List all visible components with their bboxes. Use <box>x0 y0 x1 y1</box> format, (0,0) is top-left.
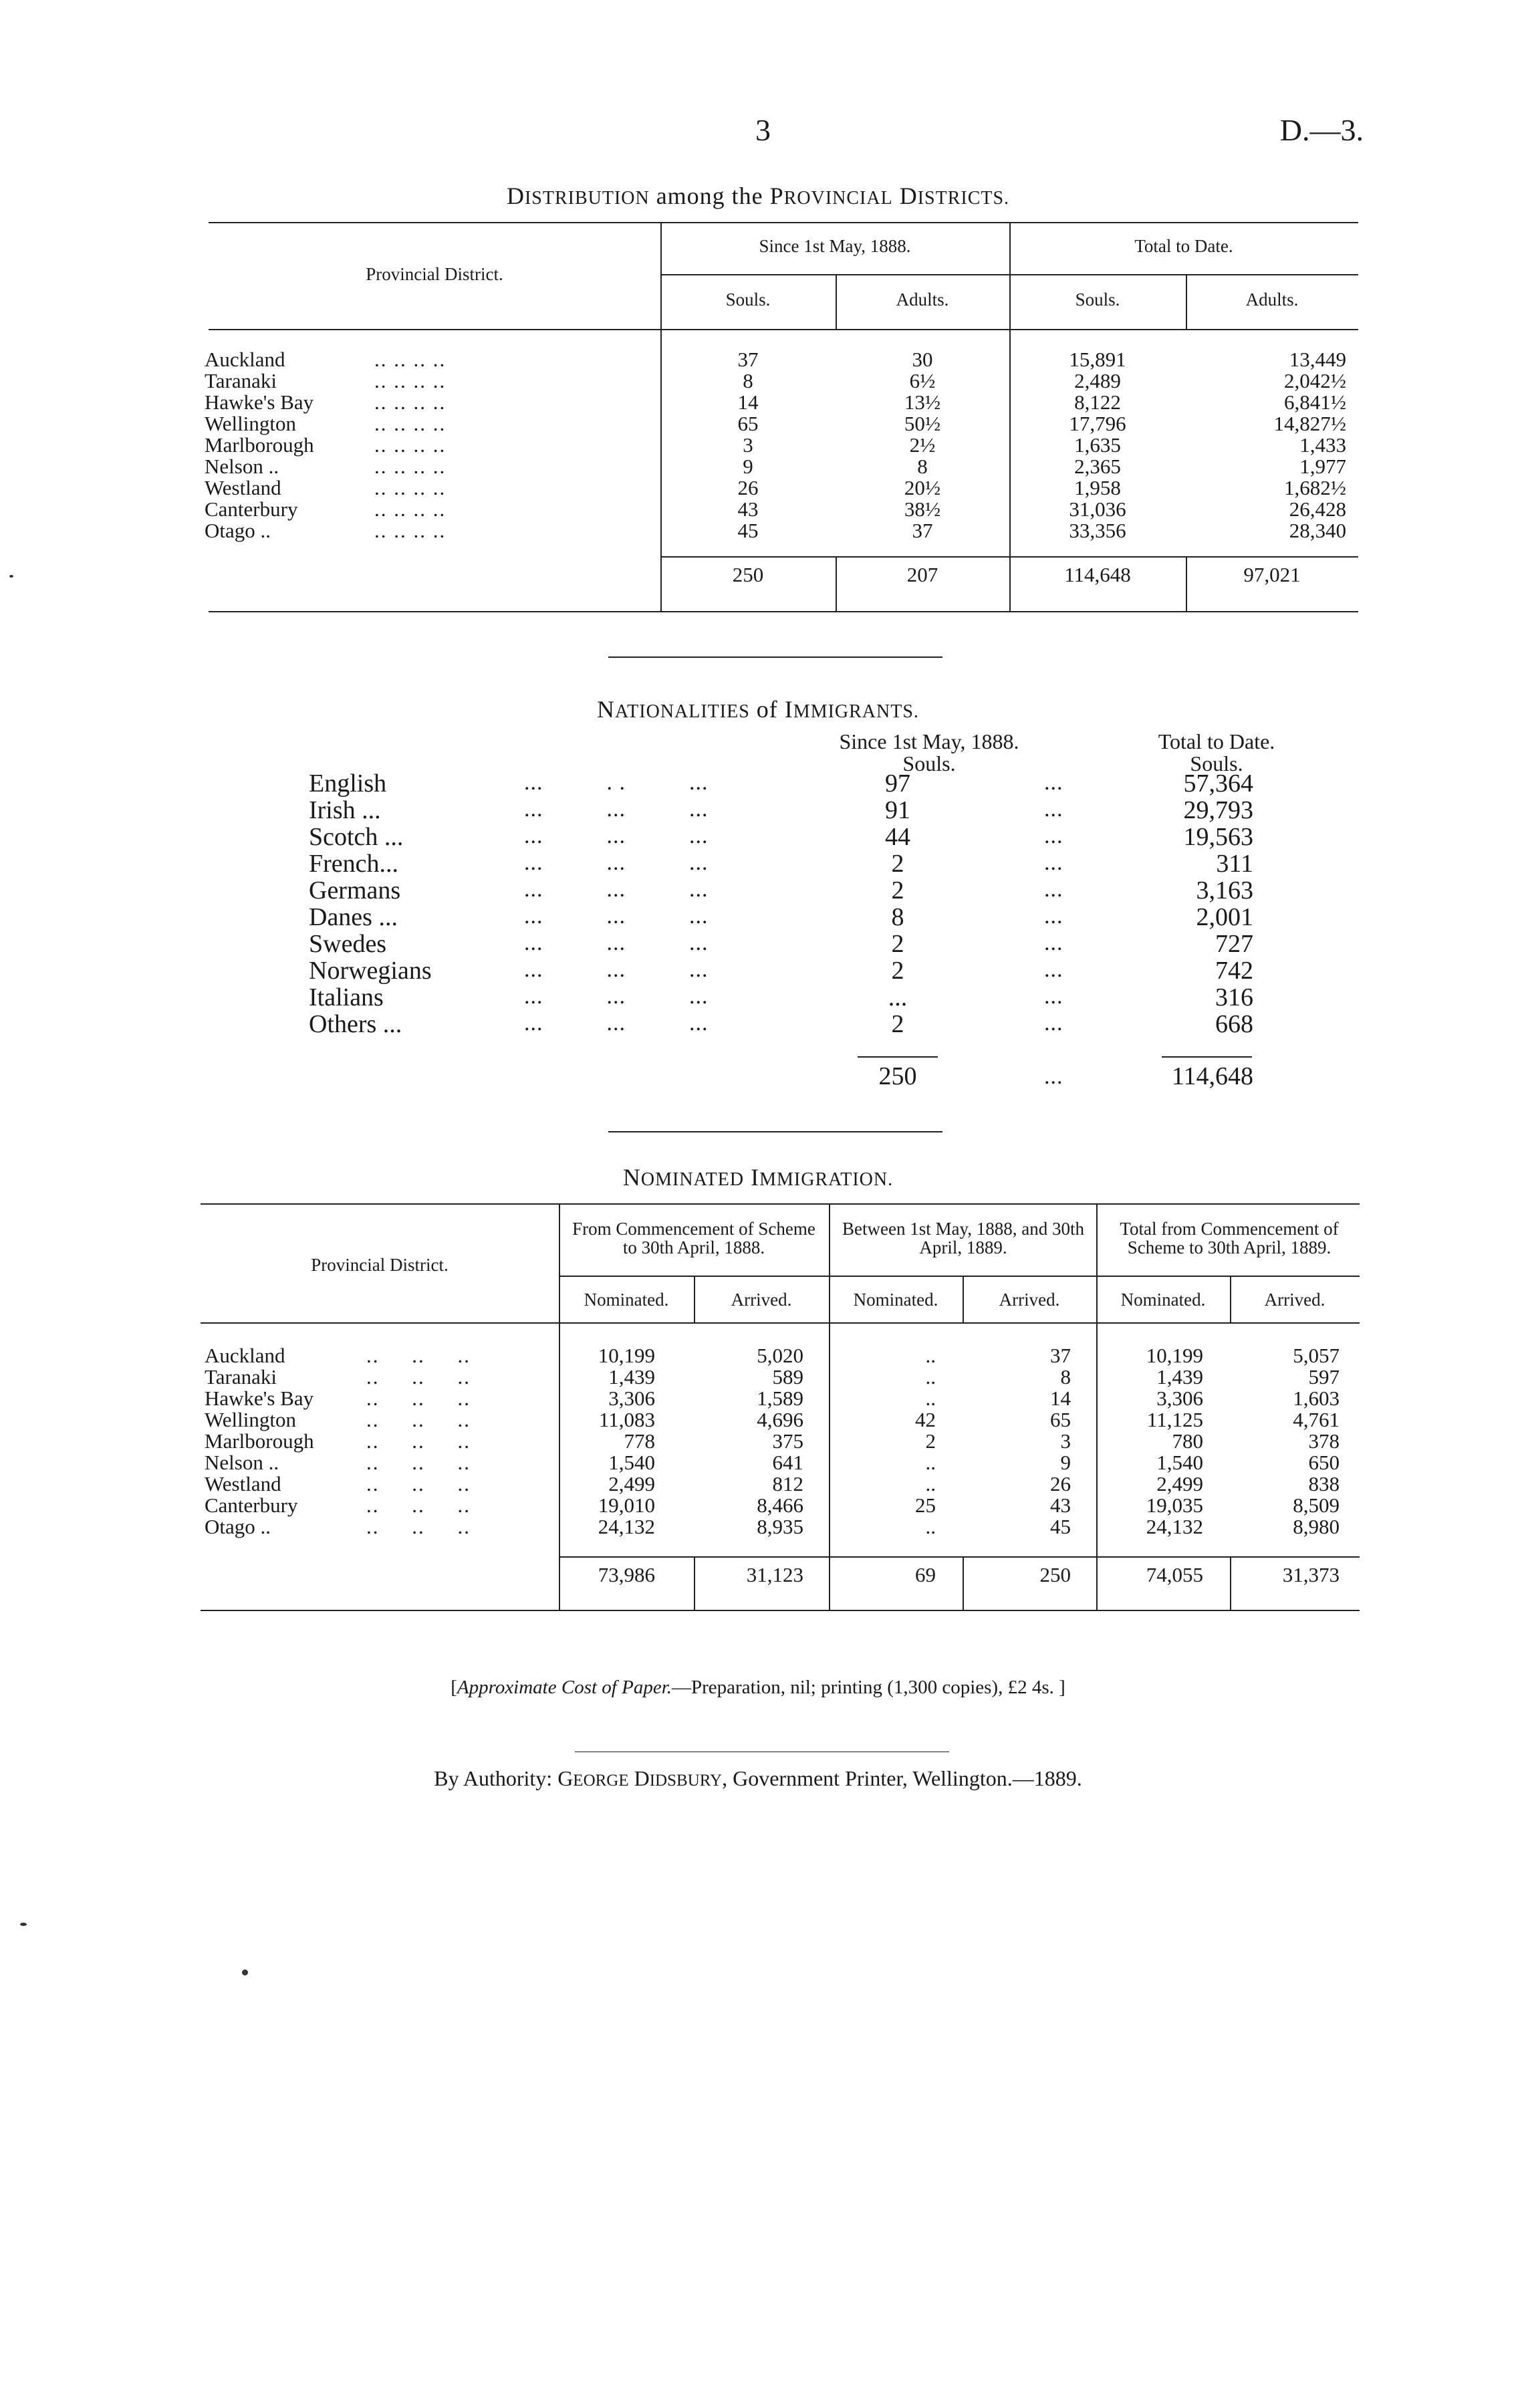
total-souls: 2,001 <box>1196 903 1253 931</box>
district-name: Marlborough <box>205 433 314 457</box>
since-souls: 3 <box>743 433 753 457</box>
total-adults: 1,682½ <box>1284 476 1346 499</box>
nominated-to-1888: 3,306 <box>608 1387 655 1410</box>
arrived-to-1889: 1,603 <box>1293 1387 1340 1410</box>
distribution-title: DISTRIBUTION among the PROVINCIAL DISTRICTS. <box>506 183 1010 209</box>
nominated-to-1888: 11,083 <box>598 1408 655 1431</box>
total-souls: 57,364 <box>1183 769 1253 798</box>
nominated-to-1888: 1,540 <box>608 1451 655 1474</box>
col-header-arrived: Arrived. <box>731 1290 792 1310</box>
since-adults: 38½ <box>904 497 941 521</box>
district-name: Westland <box>205 1472 281 1495</box>
arrived-to-1888: 8,935 <box>757 1515 803 1538</box>
district-name: Otago .. <box>205 519 271 542</box>
nominated-to-1889: 10,199 <box>1146 1344 1203 1367</box>
since-souls: ... <box>888 983 908 1011</box>
leader-dots: ... ... ... <box>524 904 709 929</box>
nationalities-title: NATIONALITIES of IMMIGRANTS. <box>597 696 919 723</box>
total-adults: 28,340 <box>1289 519 1346 542</box>
district-name: Canterbury <box>205 1493 298 1517</box>
leader-dots: ... <box>1044 931 1063 955</box>
nationality-name: Danes ... <box>309 903 398 931</box>
arrived-1888-1889: 14 <box>1050 1387 1071 1410</box>
total-to-date-souls: 114,648 <box>1064 563 1131 586</box>
total-since-souls: 250 <box>732 563 764 586</box>
since-souls: 8 <box>891 903 904 931</box>
total-since-adults: 207 <box>906 563 938 586</box>
nominated-to-1889: 3,306 <box>1156 1387 1203 1410</box>
district-name: Taranaki <box>205 1365 277 1389</box>
arrived-1888-1889: 3 <box>1060 1429 1071 1453</box>
since-souls: 14 <box>737 390 759 414</box>
nationality-name: Scotch ... <box>309 823 404 851</box>
total-adults: 2,042½ <box>1284 369 1346 392</box>
leader-dots: ... <box>1044 770 1063 795</box>
col-header-nominated: Nominated. <box>584 1290 669 1310</box>
leader-dots: .. .. .. .. <box>374 348 447 371</box>
total-souls: 33,356 <box>1069 519 1126 542</box>
since-souls: 97 <box>885 769 910 798</box>
total-souls: 2,489 <box>1074 369 1121 392</box>
col-header-souls: Souls. <box>725 289 771 310</box>
nominated-1888-1889: 25 <box>915 1493 936 1517</box>
total-adults: 6,841½ <box>1284 390 1346 414</box>
total-souls: 15,891 <box>1069 348 1126 371</box>
col-header-since: Since 1st May, 1888. <box>759 236 911 256</box>
nominated-1888-1889: 42 <box>915 1408 936 1431</box>
col-header-nominated: Nominated. <box>1120 1290 1206 1310</box>
since-adults: 13½ <box>904 390 941 414</box>
arrived-to-1888: 4,696 <box>757 1408 803 1431</box>
leader-dots: ... . . ... <box>524 770 709 795</box>
arrived-to-1888: 812 <box>772 1472 803 1495</box>
total-souls: 311 <box>1216 850 1253 878</box>
nationality-name: Italians <box>309 983 384 1011</box>
nominated-to-1888: 24,132 <box>598 1515 655 1538</box>
arrived-1888-1889: 37 <box>1050 1344 1071 1367</box>
district-name: Westland <box>205 476 281 499</box>
leader-dots: .. .. .. <box>366 1472 471 1495</box>
arrived-to-1888: 589 <box>772 1365 803 1389</box>
total-souls: 29,793 <box>1183 796 1253 824</box>
total-nominated-1888-1889: 69 <box>915 1563 936 1586</box>
nominated-to-1889: 24,132 <box>1146 1515 1203 1538</box>
col-header-since: Since 1st May, 1888. <box>839 729 1019 753</box>
leader-dots: ... ... ... <box>524 850 709 875</box>
total-souls: 1,635 <box>1074 433 1121 457</box>
leader-dots: ... ... ... <box>524 1011 709 1036</box>
leader-dots: ... <box>1044 904 1063 929</box>
leader-dots: .. .. .. .. <box>374 476 447 499</box>
since-souls: 45 <box>737 519 759 542</box>
col-header-district: Provincial District. <box>366 264 503 284</box>
total-adults: 14,827½ <box>1273 412 1346 435</box>
col-header-group-1888-1889: Between 1st May, 1888, and 30th April, 1889. <box>842 1219 1084 1258</box>
arrived-1888-1889: 8 <box>1060 1365 1071 1389</box>
nominated-title: NOMINATED IMMIGRATION. <box>622 1164 894 1191</box>
leader-dots: ... <box>1044 877 1063 902</box>
leader-dots: .. .. .. <box>366 1515 471 1538</box>
nationality-name: Germans <box>309 876 401 905</box>
leader-dots: .. .. .. .. <box>374 433 447 457</box>
nominated-1888-1889: .. <box>925 1515 936 1538</box>
total-arrived-to-1888: 31,123 <box>746 1563 803 1586</box>
col-header-group-to-1889: Total from Commencement of Scheme to 30th April, 1889. <box>1120 1219 1339 1258</box>
page-number: 3 <box>755 113 771 147</box>
leader-dots: ... <box>1044 1064 1063 1089</box>
total-souls: 19,563 <box>1183 823 1253 851</box>
leader-dots: .. .. .. <box>366 1429 471 1453</box>
nominated-to-1888: 10,199 <box>598 1344 655 1367</box>
nominated-1888-1889: .. <box>925 1344 936 1367</box>
leader-dots: ... ... ... <box>524 824 709 848</box>
district-name: Wellington <box>205 412 296 435</box>
leader-dots: ... ... ... <box>524 931 709 955</box>
nationality-name: Others ... <box>309 1010 402 1038</box>
arrived-to-1889: 4,761 <box>1293 1408 1340 1431</box>
scan-speck <box>9 575 13 578</box>
arrived-to-1889: 8,980 <box>1293 1515 1340 1538</box>
nominated-to-1889: 1,439 <box>1156 1365 1203 1389</box>
scan-speck <box>242 1969 248 1975</box>
scan-speck <box>20 1923 27 1926</box>
total-souls: 3,163 <box>1196 876 1253 905</box>
col-header-arrived: Arrived. <box>999 1290 1060 1310</box>
col-header-district: Provincial District. <box>311 1255 449 1275</box>
leader-dots: ... ... ... <box>524 797 709 822</box>
total-adults: 26,428 <box>1289 497 1346 521</box>
district-name: Auckland <box>205 1344 285 1367</box>
arrived-to-1888: 8,466 <box>757 1493 803 1517</box>
nationality-name: Norwegians <box>309 957 432 985</box>
printer-authority: By Authority: GEORGE DIDSBURY, Government Printer, Wellington.—1889. <box>434 1766 1082 1790</box>
leader-dots: .. .. .. .. <box>374 390 447 414</box>
total-adults: 1,977 <box>1299 455 1346 478</box>
leader-dots: .. .. .. .. <box>374 519 447 542</box>
total-since: 250 <box>878 1062 917 1090</box>
since-souls: 2 <box>891 1010 904 1038</box>
col-header-group-to-1888: From Commencement of Scheme to 30th April, 1888. <box>572 1219 815 1258</box>
leader-dots: .. .. .. <box>366 1387 471 1410</box>
nominated-to-1889: 1,540 <box>1156 1451 1203 1474</box>
total-to-date: 114,648 <box>1171 1062 1253 1090</box>
nominated-to-1889: 19,035 <box>1146 1493 1203 1517</box>
since-adults: 8 <box>917 455 928 478</box>
since-souls: 2 <box>891 850 904 878</box>
leader-dots: .. .. .. .. <box>374 455 447 478</box>
arrived-to-1889: 838 <box>1308 1472 1340 1495</box>
nominated-1888-1889: .. <box>925 1387 936 1410</box>
leader-dots: .. .. .. .. <box>374 412 447 435</box>
since-adults: 37 <box>912 519 933 542</box>
leader-dots: .. .. .. <box>366 1344 471 1367</box>
leader-dots: ... <box>1044 1011 1063 1036</box>
total-souls: 17,796 <box>1069 412 1126 435</box>
district-name: Nelson .. <box>205 1451 279 1474</box>
since-souls: 26 <box>737 476 759 499</box>
leader-dots: .. .. .. .. <box>374 497 447 521</box>
since-souls: 2 <box>891 957 904 985</box>
nationality-name: English <box>309 769 387 798</box>
total-souls: 31,036 <box>1069 497 1126 521</box>
nominated-to-1889: 11,125 <box>1146 1408 1203 1431</box>
district-name: Nelson .. <box>205 455 279 478</box>
nominated-to-1888: 2,499 <box>608 1472 655 1495</box>
arrived-1888-1889: 26 <box>1050 1472 1071 1495</box>
leader-dots: ... <box>1044 797 1063 822</box>
leader-dots: .. .. .. <box>366 1365 471 1389</box>
total-souls: 8,122 <box>1074 390 1121 414</box>
since-adults: 50½ <box>904 412 941 435</box>
arrived-to-1889: 5,057 <box>1293 1344 1340 1367</box>
arrived-to-1889: 8,509 <box>1293 1493 1340 1517</box>
nominated-to-1888: 1,439 <box>608 1365 655 1389</box>
leader-dots: .. .. .. .. <box>374 369 447 392</box>
since-souls: 2 <box>891 930 904 958</box>
since-souls: 2 <box>891 876 904 905</box>
total-adults: 13,449 <box>1289 348 1346 371</box>
col-header-souls: Souls. <box>1190 751 1243 775</box>
since-adults: 30 <box>912 348 933 371</box>
col-header-souls: Souls. <box>1075 289 1120 310</box>
leader-dots: ... <box>1044 824 1063 848</box>
arrived-to-1888: 5,020 <box>757 1344 803 1367</box>
nominated-1888-1889: .. <box>925 1365 936 1389</box>
col-header-nominated: Nominated. <box>853 1290 938 1310</box>
since-adults: 20½ <box>904 476 941 499</box>
total-arrived-to-1889: 31,373 <box>1282 1563 1340 1586</box>
total-nominated-to-1888: 73,986 <box>598 1563 655 1586</box>
arrived-1888-1889: 45 <box>1050 1515 1071 1538</box>
district-name: Otago .. <box>205 1515 271 1538</box>
nominated-to-1889: 780 <box>1172 1429 1203 1453</box>
total-souls: 668 <box>1215 1010 1253 1038</box>
nominated-1888-1889: 2 <box>925 1429 936 1453</box>
leader-dots: ... ... ... <box>524 877 709 902</box>
total-souls: 1,958 <box>1074 476 1121 499</box>
leader-dots: .. .. .. <box>366 1493 471 1517</box>
arrived-1888-1889: 43 <box>1050 1493 1071 1517</box>
since-adults: 2½ <box>909 433 936 457</box>
arrived-to-1889: 597 <box>1308 1365 1340 1389</box>
col-header-adults: Adults. <box>896 289 949 310</box>
section-divider <box>608 656 942 658</box>
nominated-to-1889: 2,499 <box>1156 1472 1203 1495</box>
district-name: Canterbury <box>205 497 298 521</box>
since-adults: 6½ <box>909 369 936 392</box>
nominated-to-1888: 778 <box>624 1429 655 1453</box>
cost-note: [Approximate Cost of Paper.—Preparation, nil; printing (1,300 copies), £2 4s. ] <box>451 1677 1065 1698</box>
col-header-souls: Souls. <box>902 751 956 775</box>
district-name: Marlborough <box>205 1429 314 1453</box>
col-header-total: Total to Date. <box>1158 729 1275 753</box>
arrived-to-1889: 650 <box>1308 1451 1340 1474</box>
arrived-1888-1889: 65 <box>1050 1408 1071 1431</box>
leader-dots: .. .. .. <box>366 1451 471 1474</box>
col-header-adults: Adults. <box>1245 289 1299 310</box>
since-souls: 65 <box>737 412 759 435</box>
leader-dots: ... <box>1044 984 1063 1009</box>
total-souls: 742 <box>1215 957 1253 985</box>
nationality-name: Irish ... <box>309 796 381 824</box>
leader-dots: ... ... ... <box>524 984 709 1009</box>
since-souls: 37 <box>737 348 759 371</box>
nationality-name: Swedes <box>309 930 387 958</box>
district-name: Auckland <box>205 348 285 371</box>
nominated-1888-1889: .. <box>925 1451 936 1474</box>
col-header-total: Total to Date. <box>1134 236 1233 256</box>
arrived-to-1888: 641 <box>772 1451 803 1474</box>
arrived-to-1889: 378 <box>1308 1429 1340 1453</box>
total-arrived-1888-1889: 250 <box>1039 1563 1071 1586</box>
arrived-to-1888: 375 <box>772 1429 803 1453</box>
total-souls: 316 <box>1215 983 1253 1011</box>
district-name: Taranaki <box>205 369 277 392</box>
document-reference: D.—3. <box>1279 113 1364 147</box>
nationality-name: French... <box>309 850 399 878</box>
nominated-to-1888: 19,010 <box>598 1493 655 1517</box>
since-souls: 9 <box>743 455 753 478</box>
since-souls: 43 <box>737 497 759 521</box>
col-header-arrived: Arrived. <box>1264 1290 1325 1310</box>
district-name: Hawke's Bay <box>205 1387 314 1410</box>
leader-dots: ... ... ... <box>524 957 709 982</box>
leader-dots: ... <box>1044 850 1063 875</box>
total-nominated-to-1889: 74,055 <box>1146 1563 1203 1586</box>
district-name: Wellington <box>205 1408 296 1431</box>
arrived-to-1888: 1,589 <box>757 1387 803 1410</box>
total-souls: 727 <box>1215 930 1253 958</box>
since-souls: 91 <box>885 796 910 824</box>
leader-dots: ... <box>1044 957 1063 982</box>
total-souls: 2,365 <box>1074 455 1121 478</box>
arrived-1888-1889: 9 <box>1060 1451 1071 1474</box>
nominated-1888-1889: .. <box>925 1472 936 1495</box>
leader-dots: .. .. .. <box>366 1408 471 1431</box>
total-adults: 1,433 <box>1299 433 1346 457</box>
district-name: Hawke's Bay <box>205 390 314 414</box>
since-souls: 44 <box>885 823 910 851</box>
section-divider <box>608 1131 942 1132</box>
total-to-date-adults: 97,021 <box>1243 563 1301 586</box>
since-souls: 8 <box>743 369 753 392</box>
